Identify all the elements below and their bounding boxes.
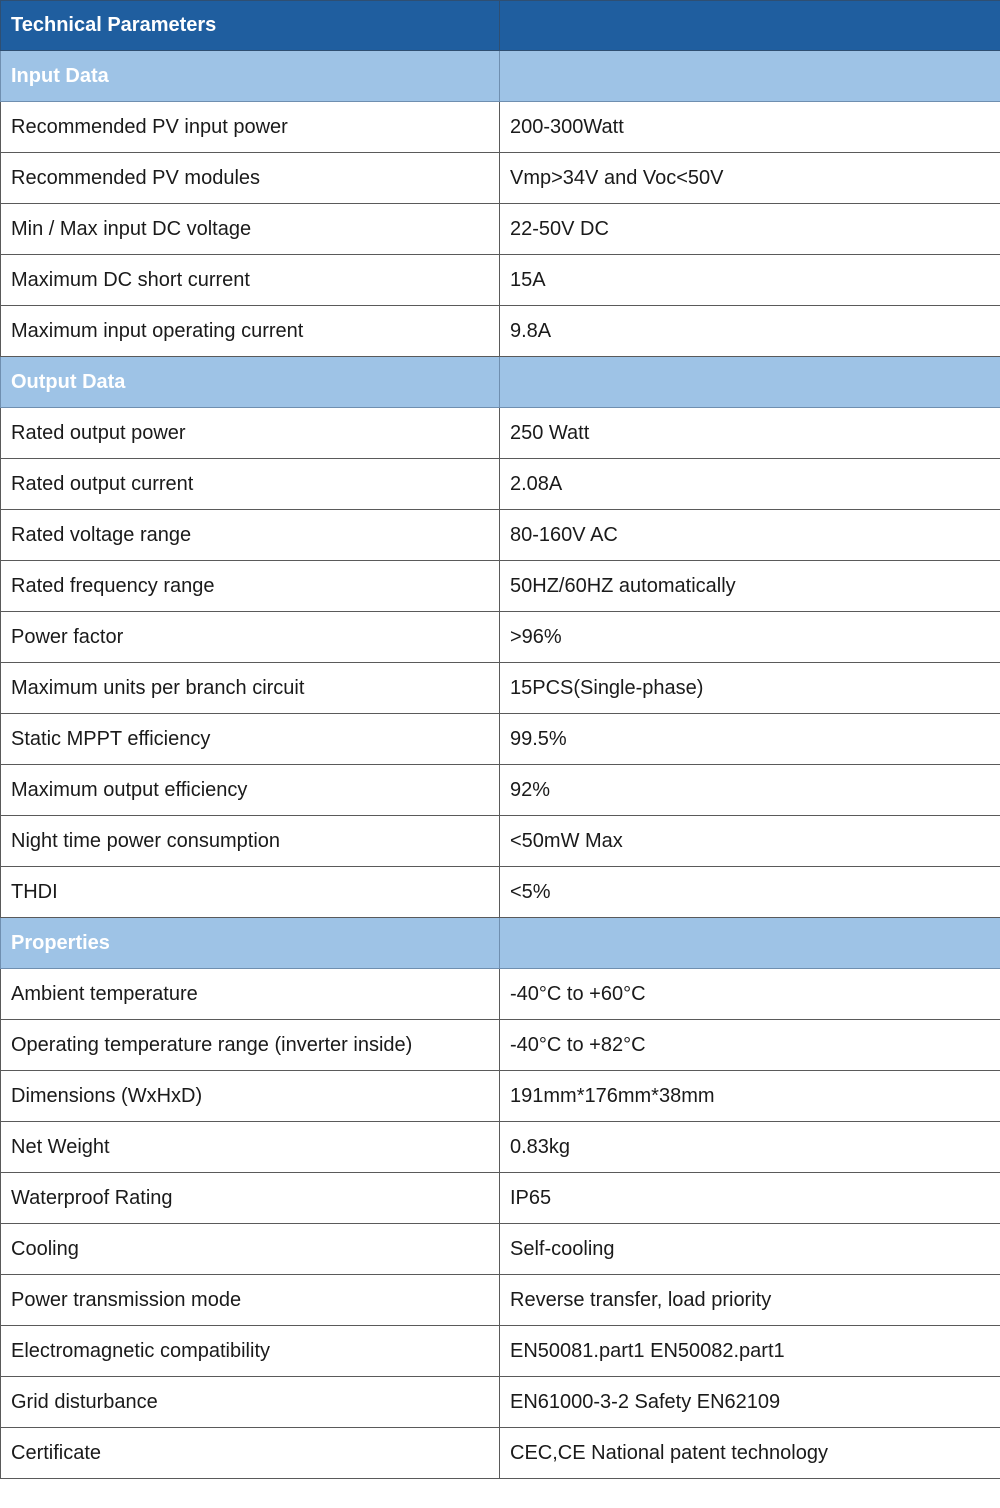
table-row — [1, 1428, 1000, 1479]
parameter-value: 200-300Watt — [500, 102, 1000, 153]
table-row — [1, 204, 1000, 255]
table-row — [1, 1173, 1000, 1224]
parameter-value: -40°C to +60°C — [500, 969, 1000, 1020]
section-header: Properties — [1, 918, 500, 969]
table-title-value — [500, 1, 1000, 51]
table-title-row — [1, 1, 1000, 51]
parameter-label: Rated voltage range — [1, 510, 500, 561]
parameter-value: EN50081.part1 EN50082.part1 — [500, 1326, 1000, 1377]
table-row — [1, 153, 1000, 204]
parameter-label: Net Weight — [1, 1122, 500, 1173]
parameter-value: Vmp>34V and Voc<50V — [500, 153, 1000, 204]
table-row — [1, 510, 1000, 561]
parameter-label: Ambient temperature — [1, 969, 500, 1020]
parameter-value: 99.5% — [500, 714, 1000, 765]
parameter-label: Power transmission mode — [1, 1275, 500, 1326]
parameter-label: Min / Max input DC voltage — [1, 204, 500, 255]
table-row — [1, 663, 1000, 714]
parameter-label: Rated frequency range — [1, 561, 500, 612]
table-row — [1, 102, 1000, 153]
parameter-value: 2.08A — [500, 459, 1000, 510]
parameter-value: 15A — [500, 255, 1000, 306]
parameter-value: 80-160V AC — [500, 510, 1000, 561]
parameter-label: Recommended PV input power — [1, 102, 500, 153]
parameter-value: CEC,CE National patent technology — [500, 1428, 1000, 1479]
table-row — [1, 408, 1000, 459]
table-row — [1, 969, 1000, 1020]
parameter-value: 92% — [500, 765, 1000, 816]
section-header-row — [1, 51, 1000, 102]
table-row — [1, 867, 1000, 918]
table-row — [1, 255, 1000, 306]
parameter-label: Rated output current — [1, 459, 500, 510]
parameter-label: Static MPPT efficiency — [1, 714, 500, 765]
section-header: Output Data — [1, 357, 500, 408]
section-header: Input Data — [1, 51, 500, 102]
table-row — [1, 1122, 1000, 1173]
parameter-label: Maximum output efficiency — [1, 765, 500, 816]
table-row — [1, 816, 1000, 867]
section-header-empty-cell — [500, 51, 1000, 102]
parameter-label: Power factor — [1, 612, 500, 663]
parameter-label: Recommended PV modules — [1, 153, 500, 204]
parameter-label: Grid disturbance — [1, 1377, 500, 1428]
parameter-label: Maximum DC short current — [1, 255, 500, 306]
table-row — [1, 459, 1000, 510]
parameter-label: Electromagnetic compatibility — [1, 1326, 500, 1377]
parameter-value: 0.83kg — [500, 1122, 1000, 1173]
parameter-value: 9.8A — [500, 306, 1000, 357]
parameter-value: Self-cooling — [500, 1224, 1000, 1275]
parameter-value: 15PCS(Single-phase) — [500, 663, 1000, 714]
parameter-value: 191mm*176mm*38mm — [500, 1071, 1000, 1122]
parameter-value: 50HZ/60HZ automatically — [500, 561, 1000, 612]
parameter-label: Certificate — [1, 1428, 500, 1479]
parameter-label: Night time power consumption — [1, 816, 500, 867]
section-header-row — [1, 918, 1000, 969]
section-header-empty-cell — [500, 357, 1000, 408]
table-row — [1, 1275, 1000, 1326]
parameter-label: THDI — [1, 867, 500, 918]
table-row — [1, 765, 1000, 816]
table-row — [1, 1020, 1000, 1071]
table-row — [1, 1377, 1000, 1428]
parameter-label: Operating temperature range (inverter inside) — [1, 1020, 500, 1071]
parameter-value: 250 Watt — [500, 408, 1000, 459]
parameter-value: Reverse transfer, load priority — [500, 1275, 1000, 1326]
table-title: Technical Parameters — [1, 1, 500, 51]
parameter-label: Rated output power — [1, 408, 500, 459]
table-row — [1, 612, 1000, 663]
parameter-label: Waterproof Rating — [1, 1173, 500, 1224]
parameter-label: Maximum units per branch circuit — [1, 663, 500, 714]
table-row — [1, 1224, 1000, 1275]
table-row — [1, 306, 1000, 357]
table-row — [1, 714, 1000, 765]
parameter-value: EN61000-3-2 Safety EN62109 — [500, 1377, 1000, 1428]
table-row — [1, 1071, 1000, 1122]
parameter-value: -40°C to +82°C — [500, 1020, 1000, 1071]
table-row — [1, 1326, 1000, 1377]
parameter-value: <50mW Max — [500, 816, 1000, 867]
parameter-label: Maximum input operating current — [1, 306, 500, 357]
section-header-row — [1, 357, 1000, 408]
parameter-label: Dimensions (WxHxD) — [1, 1071, 500, 1122]
section-header-empty-cell — [500, 918, 1000, 969]
parameter-value: 22-50V DC — [500, 204, 1000, 255]
table-row — [1, 561, 1000, 612]
parameter-value: <5% — [500, 867, 1000, 918]
table-body — [1, 1, 1000, 1479]
parameter-label: Cooling — [1, 1224, 500, 1275]
parameter-value: >96% — [500, 612, 1000, 663]
parameter-value: IP65 — [500, 1173, 1000, 1224]
